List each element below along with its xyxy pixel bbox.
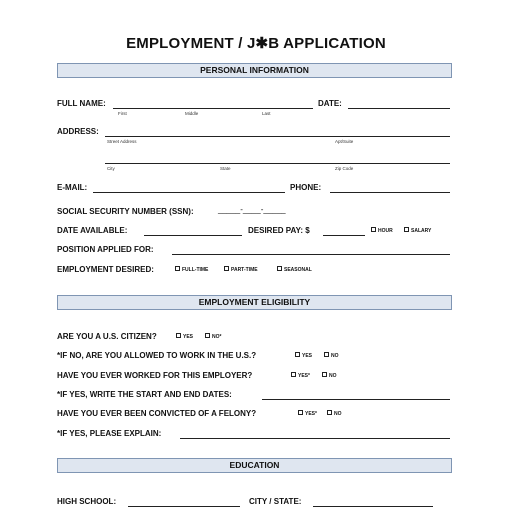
phone-field[interactable] (330, 192, 450, 193)
city-state-zip-field[interactable] (105, 163, 450, 164)
section-header-education: EDUCATION (57, 458, 452, 473)
email-field[interactable] (93, 192, 285, 193)
section-header-eligibility: EMPLOYMENT ELIGIBILITY (57, 295, 452, 310)
hour-option-label: HOUR (378, 228, 393, 234)
date-label: DATE: (318, 99, 342, 108)
section-header-personal: PERSONAL INFORMATION (57, 63, 452, 78)
first-name-caption: First (118, 111, 127, 116)
full-name-field[interactable] (113, 108, 313, 109)
date-available-field[interactable] (144, 235, 242, 236)
felony-no-label: NO (334, 411, 342, 417)
seasonal-option-label: SEASONAL (284, 267, 312, 273)
middle-name-caption: Middle (185, 111, 199, 116)
email-label: E-MAIL: (57, 183, 88, 192)
full-time-option-label: FULL-TIME (182, 267, 209, 273)
desired-pay-label: DESIRED PAY: $ (248, 226, 310, 235)
city-caption: City (107, 166, 115, 171)
city-state-label: CITY / STATE: (249, 497, 302, 506)
position-label: POSITION APPLIED FOR: (57, 245, 154, 254)
full-time-checkbox[interactable] (175, 266, 180, 271)
allowed-no-label: NO (331, 353, 339, 359)
state-caption: State (220, 166, 231, 171)
citizen-no-label: NO* (212, 334, 222, 340)
worked-no-label: NO (329, 373, 337, 379)
start-end-dates-field[interactable] (262, 399, 450, 400)
employment-desired-label: EMPLOYMENT DESIRED: (57, 265, 154, 274)
date-field[interactable] (348, 108, 450, 109)
zip-code-caption: Zip Code (335, 166, 354, 171)
form-title: EMPLOYMENT / J✱B APPLICATION (126, 35, 386, 52)
part-time-option-label: PART-TIME (231, 267, 258, 273)
worked-before-question: HAVE YOU EVER WORKED FOR THIS EMPLOYER? (57, 371, 253, 380)
worked-yes-label: YES* (298, 373, 310, 379)
desired-pay-field[interactable] (323, 235, 365, 236)
worked-no-checkbox[interactable] (322, 372, 327, 377)
phone-label: PHONE: (290, 183, 322, 192)
ssn-label: SOCIAL SECURITY NUMBER (SSN): (57, 207, 194, 216)
ssn-field[interactable]: _____-____-_____ (218, 205, 286, 214)
date-available-label: DATE AVAILABLE: (57, 226, 128, 235)
explain-label: *IF YES, PLEASE EXPLAIN: (57, 429, 162, 438)
felony-yes-label: YES* (305, 411, 317, 417)
citizen-yes-checkbox[interactable] (176, 333, 181, 338)
salary-option-label: SALARY (411, 228, 432, 234)
hour-checkbox[interactable] (371, 227, 376, 232)
start-end-dates-label: *IF YES, WRITE THE START AND END DATES: (57, 390, 232, 399)
worked-yes-checkbox[interactable] (291, 372, 296, 377)
address-label: ADDRESS: (57, 127, 99, 136)
street-address-caption: Street Address (107, 139, 137, 144)
citizen-yes-label: YES (183, 334, 194, 340)
last-name-caption: Last (262, 111, 271, 116)
explain-field[interactable] (180, 438, 450, 439)
allowed-no-checkbox[interactable] (324, 352, 329, 357)
seasonal-checkbox[interactable] (277, 266, 282, 271)
felony-yes-checkbox[interactable] (298, 410, 303, 415)
street-address-field[interactable] (105, 136, 450, 137)
high-school-field[interactable] (128, 506, 240, 507)
city-state-field[interactable] (313, 506, 433, 507)
allowed-yes-checkbox[interactable] (295, 352, 300, 357)
high-school-label: HIGH SCHOOL: (57, 497, 117, 506)
position-field[interactable] (172, 254, 450, 255)
felony-no-checkbox[interactable] (327, 410, 332, 415)
allowed-to-work-question: *IF NO, ARE YOU ALLOWED TO WORK IN THE U.S.? (57, 351, 257, 360)
salary-checkbox[interactable] (404, 227, 409, 232)
part-time-checkbox[interactable] (224, 266, 229, 271)
full-name-label: FULL NAME: (57, 99, 106, 108)
apt-suite-caption: Apt/Suite (335, 139, 354, 144)
citizen-question: ARE YOU A U.S. CITIZEN? (57, 332, 157, 341)
allowed-yes-label: YES (302, 353, 313, 359)
felony-question: HAVE YOU EVER BEEN CONVICTED OF A FELONY? (57, 409, 257, 418)
citizen-no-checkbox[interactable] (205, 333, 210, 338)
